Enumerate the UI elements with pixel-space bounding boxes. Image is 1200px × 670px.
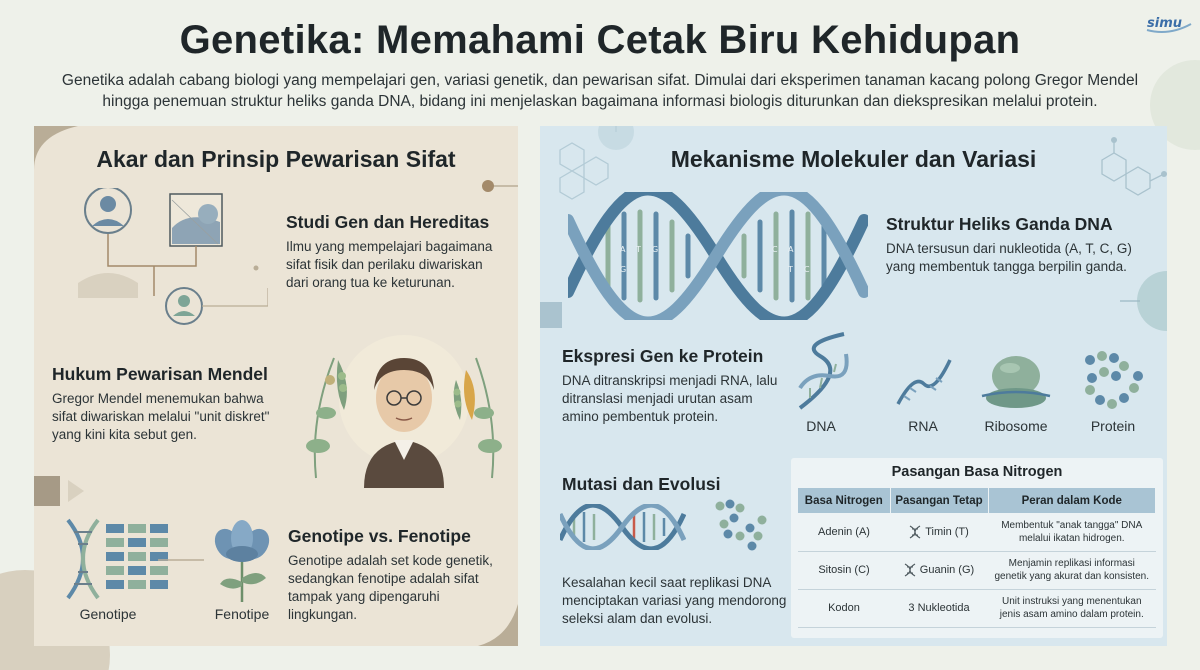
square-decoration bbox=[540, 302, 562, 328]
mutation-text: Kesalahan kecil saat replikasi DNA menciptakan variasi yang mendorong seleksi alam dan evolusi. bbox=[562, 575, 787, 626]
helix-letter: G bbox=[620, 265, 627, 274]
table-title: Pasangan Basa Nitrogen bbox=[891, 464, 1063, 480]
phenotype-flower-illustration bbox=[206, 518, 278, 602]
rna-caption: RNA bbox=[908, 418, 938, 434]
expression-text: DNA ditranskripsi menjadi RNA, lalu ditranslasi menjadi urutan asam amino pembentuk protein. bbox=[562, 373, 778, 424]
table-cell-pair bbox=[890, 551, 988, 589]
pair-text: Timin (T) bbox=[925, 525, 969, 538]
dot-decoration bbox=[252, 264, 260, 272]
geno-feno-text: Genotipe adalah set kode genetik, sedangkan fenotipe adalah sifat tampak yang dipengaruhi lingkungan. bbox=[288, 553, 493, 622]
table-cell: Adenin (A) bbox=[798, 513, 890, 551]
helix-text: DNA tersusun dari nukleotida (A, T, C, G) yang membentuk tangga berpilin ganda. bbox=[886, 241, 1132, 274]
nitrogen-base-table-card bbox=[791, 458, 1163, 638]
pair-text: Guanin (G) bbox=[919, 563, 975, 576]
table-cell: Menjamin replikasi informasi genetik yang akurat dan konsisten. bbox=[988, 551, 1156, 589]
left-heading: Akar dan Prinsip Pewarisan Sifat bbox=[96, 146, 456, 172]
phenotype-caption: Fenotipe bbox=[214, 606, 270, 622]
helix-letter: A bbox=[620, 245, 626, 254]
nitrogen-base-table bbox=[798, 488, 1156, 628]
helix-letter: C bbox=[804, 265, 810, 274]
expression-title: Ekspresi Gen ke Protein bbox=[562, 346, 764, 366]
helix-letter: T bbox=[636, 245, 641, 254]
protein-caption: Protein bbox=[1090, 418, 1136, 434]
rna-icon bbox=[894, 354, 954, 410]
gene-study-text: Ilmu yang mempelajari bagaimana sifat fisik dan perilaku diwariskan dari orang tua ke keturunan. bbox=[286, 239, 493, 290]
family-tree-illustration bbox=[68, 188, 268, 328]
column-header: Pasangan Tetap bbox=[890, 488, 988, 513]
semi-circle-decoration bbox=[1120, 266, 1167, 336]
dna-mini-icon bbox=[909, 525, 921, 539]
protein-icon bbox=[1080, 350, 1150, 412]
logo-text: simu bbox=[1147, 16, 1182, 31]
dna-caption: DNA bbox=[806, 418, 836, 434]
dot-line-decoration bbox=[480, 176, 518, 196]
helix-letter: A bbox=[788, 245, 794, 254]
ribosome-caption: Ribosome bbox=[984, 418, 1048, 434]
mendel-text: Gregor Mendel menemukan bahwa sifat diwariskan melalui "unit diskret" yang kini kita sebut gen. bbox=[52, 391, 270, 442]
table-cell-pair bbox=[890, 513, 988, 551]
gene-study-title: Studi Gen dan Hereditas bbox=[286, 212, 490, 232]
intro-paragraph: Genetika adalah cabang biologi yang mempelajari gen, variasi genetik, dan pewarisan sifat. Dimulai dari eksperimen tanaman kacang polong Gregor Mendel hingga penemuan struktur heliks ganda DNA, bidang ini menjelaskan bagaimana informasi biologis diturunkan dan diekspresikan melalui protein. bbox=[61, 72, 1139, 110]
geno-feno-title: Genotipe vs. Fenotipe bbox=[288, 526, 471, 546]
table-cell: Kodon bbox=[798, 589, 890, 627]
table-row bbox=[798, 513, 1156, 551]
arrow-decoration bbox=[34, 476, 94, 508]
helix-title: Struktur Heliks Ganda DNA bbox=[886, 214, 1113, 234]
table-header-row bbox=[798, 488, 1156, 513]
table-cell: 3 Nukleotida bbox=[890, 589, 988, 627]
table-cell: Unit instruksi yang menentukan jenis asam amino dalam protein. bbox=[988, 589, 1156, 627]
helix-letter: G bbox=[652, 245, 659, 254]
table-cell: Membentuk "anak tangga" DNA melalui ikatan hidrogen. bbox=[988, 513, 1156, 551]
mendel-portrait-illustration bbox=[304, 328, 504, 488]
table-row bbox=[798, 589, 1156, 627]
left-panel bbox=[34, 126, 518, 646]
dna-icon bbox=[790, 332, 854, 412]
dna-mini-icon bbox=[904, 563, 916, 577]
mutation-title: Mutasi dan Evolusi bbox=[562, 474, 721, 494]
page-title: Genetika: Memahami Cetak Biru Kehidupan bbox=[179, 18, 1021, 62]
column-header: Peran dalam Kode bbox=[988, 488, 1156, 513]
right-panel bbox=[540, 126, 1167, 646]
dna-double-helix-illustration bbox=[568, 192, 868, 320]
genotype-caption: Genotipe bbox=[79, 606, 137, 622]
mutation-protein-illustration bbox=[712, 498, 772, 554]
helix-letter: T bbox=[788, 265, 793, 274]
table-cell: Sitosin (C) bbox=[798, 551, 890, 589]
ribosome-icon bbox=[980, 352, 1052, 412]
right-heading: Mekanisme Molekuler dan Variasi bbox=[670, 146, 1037, 172]
table-row bbox=[798, 551, 1156, 589]
mendel-title: Hukum Pewarisan Mendel bbox=[52, 364, 268, 384]
helix-letter: C bbox=[772, 245, 778, 254]
column-header: Basa Nitrogen bbox=[798, 488, 890, 513]
connector-line bbox=[158, 558, 204, 562]
mutation-dna-illustration bbox=[560, 504, 686, 550]
corner-decoration bbox=[478, 604, 518, 646]
